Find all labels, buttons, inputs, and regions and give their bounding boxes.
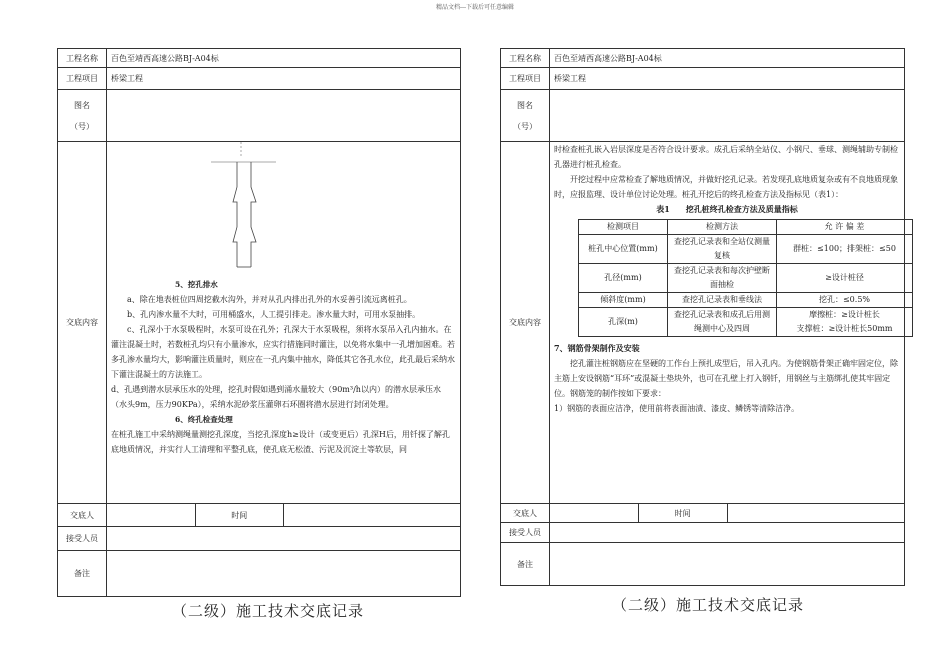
- cell-item: 孔径(mm): [579, 264, 668, 293]
- table-row: [579, 235, 913, 264]
- drawing-value: [107, 90, 461, 142]
- right-para-4: 1）钢筋的表面应洁净，使用前将表面油渍、漆皮、鳞锈等清除洁净。: [554, 404, 800, 413]
- drawing-name-label: 图名: [517, 100, 533, 110]
- cell-item: 倾斜度(mm): [579, 293, 668, 308]
- cell-method: 查挖孔记录表和每次护壁断面抽检: [668, 264, 777, 293]
- section-6-heading: 6、终孔检查处理: [175, 415, 233, 424]
- drawing-label: [501, 90, 550, 142]
- right-form-table: [500, 48, 905, 586]
- receiver-value: [550, 523, 905, 543]
- right-page: [500, 48, 905, 586]
- table-row: [579, 308, 913, 337]
- right-para-3: 挖孔灌注桩钢筋应在坚硬的工作台上预扎成型后，吊入孔内。为使钢筋骨架正确牢固定位，除主筋上安设钢筋“耳环”或混凝土垫块外，也可在孔壁上打入钢钎，用钢丝与主筋绑扎使其牢固定位。钢筋笼的制作按如下要求：: [554, 359, 898, 398]
- left-para-a: a、除在地表桩位四周挖截水沟外，并对从孔内排出孔外的水妥善引流远离桩孔。: [127, 295, 412, 304]
- content-label: 交底内容: [501, 142, 550, 504]
- th-method: 检测方法: [668, 220, 777, 235]
- cell-method: 查挖孔记录表和垂线法: [668, 293, 777, 308]
- header-note: 精品文档---下载后可任意编辑: [435, 4, 515, 11]
- project-item-label: 工程项目: [58, 68, 107, 90]
- th-tolerance: 允 许 偏 差: [777, 220, 913, 235]
- drawing-no-label: （号）: [513, 121, 537, 131]
- discloser-label: 交底人: [501, 504, 550, 523]
- project-name-label: 工程名称: [58, 49, 107, 68]
- cell-tolerance: 挖孔：≤0.5%: [777, 293, 913, 308]
- section-7-heading: 7、钢筋骨架制作及安装: [554, 343, 640, 353]
- left-para-final: 在桩孔施工中采纳测绳量测挖孔深度，当挖孔深度h≥设计（或变更后）孔深H后，用钎探了解孔底地质情况，并实行人工清理和平整孔底，使孔底无松渣、污泥及沉淀土等软层，同: [111, 430, 450, 454]
- remark-value: [107, 551, 461, 597]
- project-item-value: 桥梁工程: [550, 68, 905, 90]
- drawing-value: [550, 90, 905, 142]
- cell-tolerance: 群桩：≤100；排架桩：≤50: [777, 235, 913, 264]
- project-item-label: 工程项目: [501, 68, 550, 90]
- content-body: [550, 142, 905, 504]
- drawing-no-label: （号）: [70, 121, 94, 131]
- time-label: 时间: [195, 504, 284, 527]
- project-item-value: 桥梁工程: [107, 68, 461, 90]
- inspection-table: [578, 219, 913, 337]
- section-5-heading: 5、挖孔排水: [175, 280, 218, 289]
- cell-item: 孔深(m): [579, 308, 668, 337]
- left-footer-title: （二级）施工技术交底记录: [172, 602, 365, 620]
- table-row: [579, 293, 913, 308]
- drawing-name-label: 图名: [74, 100, 90, 110]
- time-value: [727, 504, 905, 523]
- drawing-label: [58, 90, 107, 142]
- discloser-label: 交底人: [58, 504, 107, 527]
- cell-tolerance: ≥设计桩径: [777, 264, 913, 293]
- receiver-value: [107, 527, 461, 551]
- project-name-value: 百色至靖西高速公路BJ-A04标: [550, 49, 905, 68]
- time-value: [284, 504, 461, 527]
- right-para-1: 时检查桩孔嵌入岩层深度是否符合设计要求。成孔后采纳全站仪、小钢尺、垂球、测绳辅助专制检孔器进行桩孔检查。: [554, 145, 898, 169]
- content-label: 交底内容: [58, 142, 107, 504]
- inspection-table-header: [579, 220, 913, 235]
- content-body: [107, 142, 461, 504]
- table-row: [579, 264, 913, 293]
- project-name-label: 工程名称: [501, 49, 550, 68]
- time-label: 时间: [638, 504, 727, 523]
- discloser-value: [107, 504, 196, 527]
- remark-label: 备注: [58, 551, 107, 597]
- receiver-label: 接受人员: [58, 527, 107, 551]
- table-caption: 表1 挖孔桩终孔检查方法及质量指标: [656, 204, 798, 214]
- left-para-b: b、孔内渗水量不大时，可用桶盛水，人工提引排走。渗水量大时，可用水泵抽排。: [127, 310, 421, 319]
- left-form-table: [57, 48, 461, 597]
- right-footer-title: （二级）施工技术交底记录: [612, 596, 805, 614]
- project-name-value: 百色至靖西高速公路BJ-A04标: [107, 49, 461, 68]
- cell-tolerance: 摩擦桩：≥设计桩长 支撑桩：≥设计桩长50mm: [777, 308, 913, 337]
- cell-method: 查挖孔记录表和全站仪测量复核: [668, 235, 777, 264]
- left-para-c: c、孔深小于水泵吸程时，水泵可设在孔外；孔深大于水泵吸程，须将水泵吊入孔内抽水。在灌注混凝土时，若数桩孔均只有小量渗水，应实行措施同时灌注，以免将水集中一孔增加困难。若多孔渗水量均大，影响灌注质量时，则应在一孔内集中抽水，降低其它各孔水位，此孔最后采纳水下灌注混凝土的方法施工。: [111, 325, 455, 379]
- right-para-2: 开挖过程中应常检查了解地质情况，并做好挖孔记录。若发现孔底地质复杂或有不良地质现象时，应报监理、设计单位讨论处理。桩孔开挖后的终孔检查方法及指标见（表1）：: [554, 175, 898, 199]
- cell-item: 桩孔中心位置(mm): [579, 235, 668, 264]
- remark-value: [550, 543, 905, 586]
- receiver-label: 接受人员: [501, 523, 550, 543]
- discloser-value: [550, 504, 639, 523]
- cell-method: 查挖孔记录表和成孔后用测绳测中心及四周: [668, 308, 777, 337]
- pile-sketch: [201, 142, 281, 277]
- remark-label: 备注: [501, 543, 550, 586]
- left-para-d: d、孔遇到潜水层承压水的处理，挖孔时假如遇到涌水量较大（90m³/h以内）的潜水层承压水（水头9m，压力90KPa），采纳水泥砂浆压灌卵石环圈将潜水层进行封闭处理。: [111, 385, 441, 409]
- left-page: [57, 48, 461, 597]
- th-item: 检测项目: [579, 220, 668, 235]
